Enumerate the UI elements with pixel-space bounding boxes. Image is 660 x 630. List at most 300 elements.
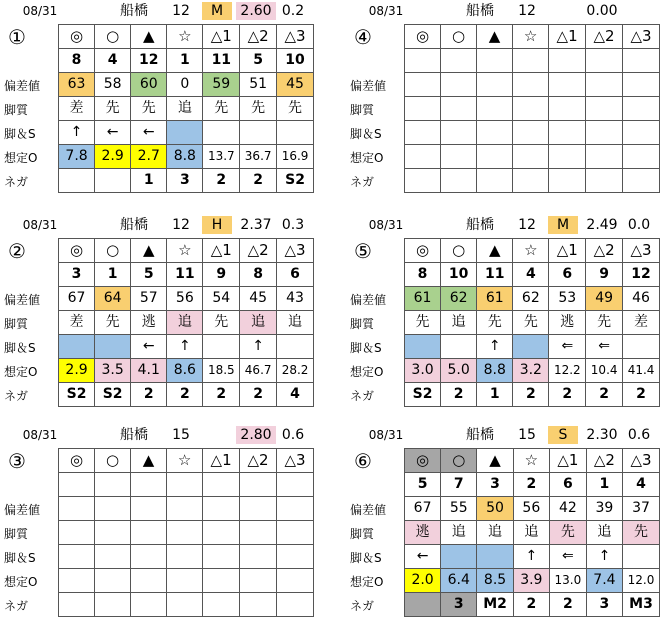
grid-cell: 10 [277,49,314,73]
grid-cell [549,145,586,169]
prediction-grid [58,24,314,193]
grid-cell [405,335,441,359]
row-label: ネガ [350,389,375,403]
grid-cell [586,49,623,73]
grid-cell [240,521,277,545]
mark-cell: ☆ [167,239,203,263]
grid-cell: 8.8 [167,145,203,169]
race-index: 2.49 [586,217,618,233]
row-label: 脚＆S [4,127,36,141]
mark-row [59,25,314,49]
grid-cell [95,335,131,359]
race-date: 08/31 [22,4,58,18]
row-label-spacer [4,474,56,498]
grid-cell: 3 [59,263,95,287]
row-labels [350,50,402,194]
grid-cell: 逃 [131,311,167,335]
race-panel [4,214,314,414]
pace-row [405,545,660,569]
race-index: 0.00 [586,3,618,19]
race-grade-mark: S [548,426,578,444]
grid-cell: ↑ [586,545,622,569]
row-label: 脚質 [350,317,375,331]
race-panel [350,214,660,414]
deviation-row [405,497,660,521]
grid-cell [441,169,477,193]
row-label: 想定O [350,575,384,589]
grid-cell [277,121,314,145]
grid-cell [441,97,477,121]
grid-cell: 18.5 [203,359,240,383]
grid-cell: 2 [167,383,203,407]
grid-cell: 11 [203,49,240,73]
grid-cell: 2 [549,593,586,617]
race-panel [350,0,660,200]
grid-cell [441,545,477,569]
grid-cell: 先 [240,97,277,121]
row-label: 脚質 [350,527,375,541]
race-spread: 0.3 [281,217,305,233]
grid-cell [276,569,313,593]
grid-cell: 7.4 [586,569,622,593]
grid-cell: 3.5 [95,359,131,383]
grid-cell: 63 [59,73,95,97]
pace-row [59,121,314,145]
grid-cell: 3.0 [405,359,441,383]
grid-cell: 追 [240,311,277,335]
grid-cell: 追 [586,521,622,545]
grid-cell: 9 [203,263,240,287]
grid-cell: 12 [131,49,167,73]
row-label-spacer [4,264,56,288]
race-panel [350,424,660,624]
row-label: ネガ [4,599,29,613]
mark-row [59,449,314,473]
grid-cell [477,169,513,193]
horse-number-row [405,473,660,497]
grid-cell: 10.4 [586,359,623,383]
grid-cell [203,335,240,359]
mark-cell: ○ [441,239,477,263]
grid-cell: ↑ [240,335,277,359]
grid-cell [441,145,477,169]
pace-row [405,121,660,145]
row-labels [350,264,402,408]
grid-cell: 2 [623,383,660,407]
grid-cell: 5 [131,263,167,287]
grid-cell: 59 [203,73,240,97]
race-date: 08/31 [22,428,58,442]
grid-cell [131,473,167,497]
grid-cell [240,593,277,617]
grid-cell: 67 [59,287,95,311]
grid-cell [513,73,549,97]
venue-name: 船橋 [466,217,494,233]
grid-cell: 2.9 [59,359,95,383]
grid-cell: 1 [95,263,131,287]
grid-cell [240,569,277,593]
grid-cell: 2 [586,383,623,407]
prediction-grid [404,24,660,193]
grid-cell: 55 [441,497,477,521]
grid-cell: 先 [586,311,623,335]
grid-cell: 先 [477,311,513,335]
row-label: 脚質 [4,527,29,541]
grid-cell [95,569,131,593]
row-label: 脚質 [4,103,29,117]
mark-row [59,239,314,263]
grid-cell [167,545,203,569]
grid-cell [95,521,131,545]
grid-cell [549,121,586,145]
row-label: 想定O [4,365,38,379]
venue-name: 船橋 [120,427,148,443]
grid-cell [586,121,623,145]
grid-cell [549,73,586,97]
grid-cell [95,593,131,617]
grid-cell: 53 [549,287,586,311]
grid-cell: 11 [167,263,203,287]
grid-cell: 1 [586,473,622,497]
row-label: 偏差値 [350,79,387,93]
race-spread: 0.6 [281,427,305,443]
grid-cell: 56 [513,497,549,521]
grid-cell: 4 [513,263,549,287]
grid-cell: 3 [167,169,203,193]
grid-cell: 12 [623,263,660,287]
mark-cell: △1 [203,25,240,49]
grid-cell [622,169,659,193]
row-label: 脚＆S [350,551,382,565]
grid-cell [276,545,313,569]
grid-cell: S2 [95,383,131,407]
grid-cell: 16.9 [277,145,314,169]
negative-row [405,593,660,617]
grid-cell [276,521,313,545]
grid-cell [59,593,95,617]
grid-cell: 64 [95,287,131,311]
field-size: 12 [518,3,536,19]
odds-row [59,359,314,383]
race-number: ⑥ [354,449,372,473]
row-label: 脚質 [4,317,29,331]
grid-cell [167,497,203,521]
grid-cell: 62 [441,287,477,311]
grid-cell: 45 [277,73,314,97]
mark-cell: ○ [95,25,131,49]
grid-cell: 11 [477,263,513,287]
grid-cell [276,473,313,497]
grid-cell: 差 [59,97,95,121]
grid-cell: 3.2 [513,359,549,383]
grid-cell: 46 [623,287,660,311]
grid-cell [405,49,441,73]
grid-cell: 6 [549,263,586,287]
grid-cell: 7 [441,473,477,497]
grid-cell: 2.9 [95,145,131,169]
grid-cell: ← [131,121,167,145]
row-labels [350,474,402,618]
grid-cell [131,521,167,545]
deviation-row [59,497,314,521]
mark-cell: ◎ [59,449,95,473]
race-spread: 0.6 [627,427,651,443]
mark-cell: △1 [549,25,586,49]
grid-cell [477,49,513,73]
grid-cell [586,73,623,97]
grid-cell: S2 [277,169,314,193]
row-label: 脚＆S [350,341,382,355]
mark-cell: △3 [277,239,314,263]
horse-number-row [59,473,314,497]
grid-cell [405,593,441,617]
race-index: 2.80 [236,426,276,444]
grid-cell: 先 [405,311,441,335]
pace-row [405,335,660,359]
race-grade-mark [202,426,232,444]
grid-cell [405,145,441,169]
row-label: ネガ [350,599,375,613]
mark-cell: △2 [586,449,622,473]
grid-cell [203,545,240,569]
deviation-row [405,287,660,311]
grid-cell [59,169,95,193]
running-style-row [405,97,660,121]
row-label: 想定O [350,151,384,165]
grid-cell: 差 [59,311,95,335]
race-grade-mark: M [548,216,578,234]
mark-cell: ◎ [405,25,441,49]
pace-row [59,335,314,359]
grid-cell [549,97,586,121]
grid-cell: ↑ [167,335,203,359]
grid-cell: 8.6 [167,359,203,383]
row-labels [4,474,56,618]
grid-cell [240,545,277,569]
prediction-grid [58,448,314,617]
race-header [4,424,314,446]
field-size: 12 [172,3,190,19]
mark-row [405,25,660,49]
grid-cell: 2 [549,383,586,407]
race-header [350,214,660,236]
grid-cell [131,569,167,593]
row-label: 想定O [4,575,38,589]
grid-cell: 8 [59,49,95,73]
grid-cell [59,335,95,359]
race-panel [4,0,314,200]
row-label: 偏差値 [4,503,41,517]
negative-row [59,169,314,193]
row-label-spacer [350,50,402,74]
grid-cell [167,121,203,145]
grid-cell: 追 [167,97,203,121]
row-label: 脚＆S [4,551,36,565]
race-date: 08/31 [22,218,58,232]
odds-row [59,569,314,593]
horse-number-row [59,263,314,287]
row-label-spacer [4,50,56,74]
grid-cell: 67 [405,497,441,521]
grid-cell [513,145,549,169]
grid-cell [203,497,240,521]
grid-cell: 差 [623,311,660,335]
race-spread: 0.2 [281,3,305,19]
grid-cell: 50 [477,497,513,521]
grid-cell [277,335,314,359]
grid-cell: ↑ [513,545,549,569]
grid-cell: 4 [95,49,131,73]
grid-cell: 先 [549,521,586,545]
deviation-row [59,287,314,311]
grid-cell: M3 [623,593,660,617]
grid-cell: ↑ [59,121,95,145]
odds-row [405,569,660,593]
grid-cell: 2.7 [131,145,167,169]
grid-cell [549,169,586,193]
mark-cell: △1 [203,449,240,473]
grid-cell: 43 [277,287,314,311]
grid-cell [441,49,477,73]
grid-cell: 追 [441,521,477,545]
grid-cell [477,97,513,121]
race-header [350,424,660,446]
field-size: 12 [172,217,190,233]
row-label-spacer [350,474,402,498]
grid-cell [477,545,513,569]
row-label: 偏差値 [4,79,41,93]
grid-cell: 57 [131,287,167,311]
grid-cell: 4 [623,473,660,497]
grid-cell [622,145,659,169]
grid-cell [131,545,167,569]
mark-cell: ○ [441,449,477,473]
race-number: ② [8,239,26,263]
venue-name: 船橋 [466,3,494,19]
row-label: ネガ [4,175,29,189]
mark-cell: △2 [240,239,277,263]
grid-cell [623,335,660,359]
row-label: 想定O [350,365,384,379]
grid-cell: 45 [240,287,277,311]
grid-cell: 8.8 [477,359,513,383]
grid-cell [622,73,659,97]
row-label: 偏差値 [350,503,387,517]
race-number: ⑤ [354,239,372,263]
field-size: 15 [172,427,190,443]
mark-cell: △2 [586,25,623,49]
grid-cell: 58 [95,73,131,97]
grid-cell [95,169,131,193]
grid-cell [622,97,659,121]
mark-cell: ▲ [131,25,167,49]
grid-cell [59,569,95,593]
horse-number-row [405,49,660,73]
mark-cell: ▲ [477,449,513,473]
grid-cell: 60 [131,73,167,97]
negative-row [405,169,660,193]
grid-cell [203,473,240,497]
grid-cell [513,97,549,121]
grid-cell: 先 [203,97,240,121]
field-size: 15 [518,427,536,443]
grid-cell: ← [131,335,167,359]
odds-row [405,145,660,169]
venue-name: 船橋 [466,427,494,443]
field-size: 12 [518,217,536,233]
grid-cell [441,73,477,97]
mark-cell: △2 [240,25,277,49]
grid-cell [167,473,203,497]
mark-cell: △3 [276,449,313,473]
grid-cell [240,473,277,497]
grid-cell [586,97,623,121]
mark-cell: △3 [622,25,659,49]
grid-cell [95,545,131,569]
grid-cell: 3 [441,593,477,617]
mark-cell: ☆ [513,25,549,49]
horse-number-row [59,49,314,73]
grid-cell [477,73,513,97]
running-style-row [405,521,660,545]
race-date: 08/31 [368,428,404,442]
grid-cell: 先 [277,97,314,121]
grid-cell [95,473,131,497]
grid-cell: 46.7 [240,359,277,383]
negative-row [405,383,660,407]
race-header [4,214,314,236]
running-style-row [59,97,314,121]
grid-cell: 8 [405,263,441,287]
grid-cell: 51 [240,73,277,97]
grid-cell: 先 [203,311,240,335]
mark-cell: ◎ [59,239,95,263]
row-labels [4,264,56,408]
mark-cell: △3 [623,449,660,473]
mark-cell: △1 [203,239,240,263]
grid-cell [586,169,623,193]
grid-cell: 39 [586,497,622,521]
race-panel [4,424,314,624]
grid-cell: ⇐ [549,545,586,569]
race-number: ④ [354,25,372,49]
grid-cell: 4.1 [131,359,167,383]
race-index: 2.30 [586,427,618,443]
grid-cell: 49 [586,287,623,311]
negative-row [59,593,314,617]
mark-cell: △2 [586,239,623,263]
mark-cell: △3 [277,25,314,49]
deviation-row [59,73,314,97]
grid-cell [131,497,167,521]
grid-cell: 28.2 [277,359,314,383]
grid-cell: 4 [277,383,314,407]
grid-cell [405,121,441,145]
race-index: 2.60 [236,2,276,20]
race-grade-mark: M [202,2,232,20]
grid-cell: 61 [405,287,441,311]
grid-cell: 2.0 [405,569,441,593]
grid-cell: 6.4 [441,569,477,593]
grid-cell: 9 [586,263,623,287]
grid-cell: ↑ [477,335,513,359]
grid-cell [441,335,477,359]
mark-cell: △1 [549,239,586,263]
prediction-grid [58,238,314,407]
grid-cell: 3 [477,473,513,497]
grid-cell: 先 [131,97,167,121]
grid-cell: 逃 [549,311,586,335]
